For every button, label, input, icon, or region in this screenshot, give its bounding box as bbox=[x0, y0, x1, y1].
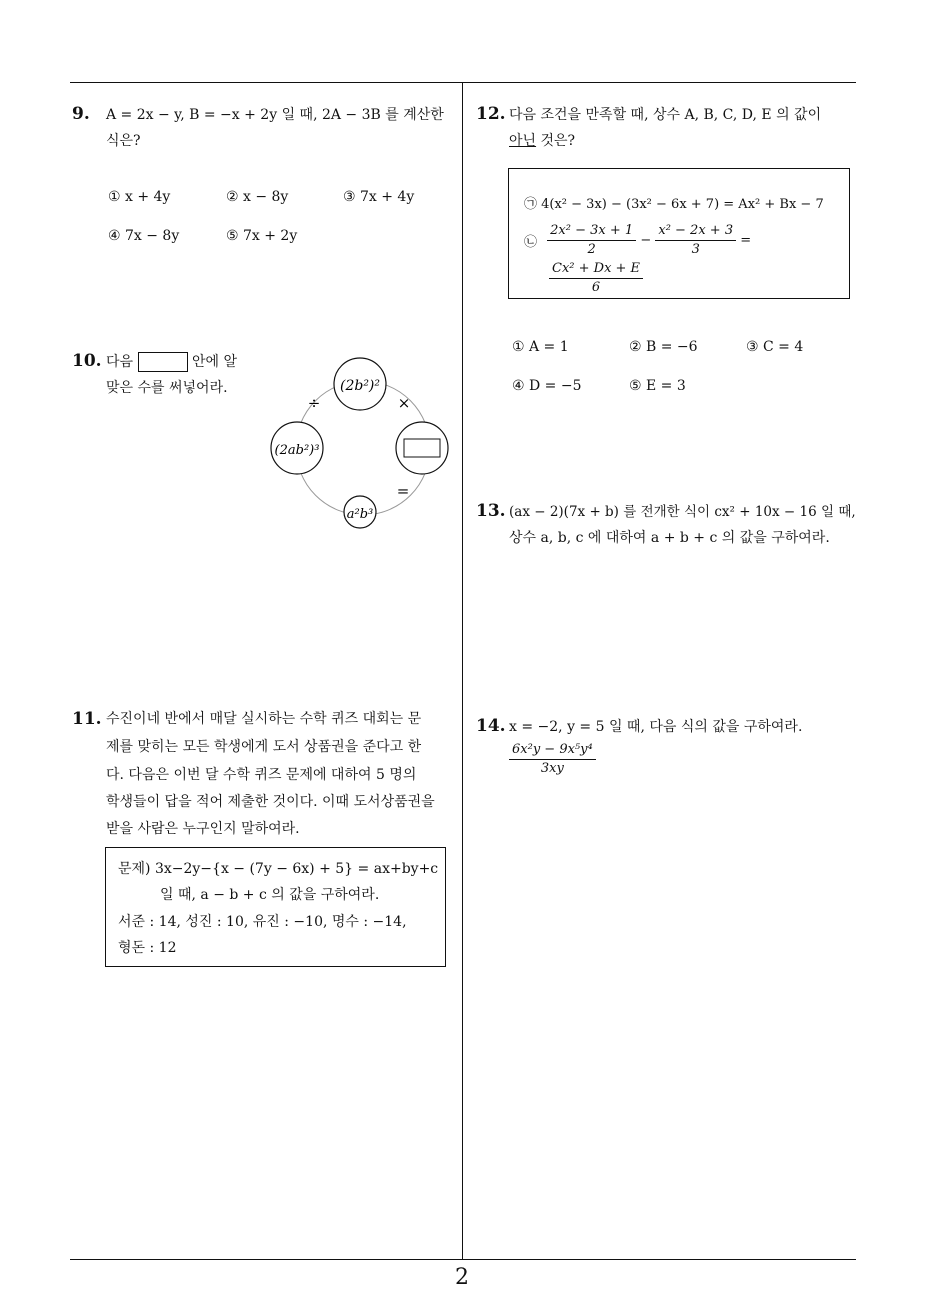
q12-frac3-numerator: Cx² + Dx + E bbox=[549, 260, 643, 279]
diagram-op-equals: = bbox=[396, 482, 410, 500]
q12-choice-1: ① A = 1 bbox=[512, 339, 569, 355]
diagram-answer-box bbox=[404, 439, 440, 457]
q12-choice-5: ⑤ E = 3 bbox=[629, 378, 686, 394]
q10-text-line2: 맞은 수를 써넣어라. bbox=[106, 380, 228, 396]
q11-text-line1: 수진이네 반에서 매달 실시하는 수학 퀴즈 대회는 문 bbox=[106, 711, 422, 727]
q12-frac3-denominator: 6 bbox=[591, 280, 601, 295]
q12-cond2-mark: ㉡ bbox=[524, 235, 538, 250]
q12-underlined-word: 아닌 bbox=[509, 133, 537, 149]
q12-frac-2 bbox=[655, 222, 736, 259]
q12-minus: − bbox=[640, 233, 652, 248]
q9-choice-4: ④ 7x − 8y bbox=[108, 228, 180, 244]
q10-text-line1 bbox=[106, 349, 237, 375]
q12-frac1-numerator: 2x² − 3x + 1 bbox=[547, 222, 636, 241]
q12-frac2-numerator: x² − 2x + 3 bbox=[655, 222, 736, 241]
q14-text-line1: x = −2, y = 5 일 때, 다음 식의 값을 구하여라. bbox=[509, 719, 803, 735]
q12-choice-3: ③ C = 4 bbox=[746, 339, 804, 355]
q12-equals: = bbox=[740, 233, 752, 248]
q11-text-line3: 다. 다음은 이번 달 수학 퀴즈 문제에 대하여 5 명의 bbox=[106, 767, 417, 783]
column-divider bbox=[462, 83, 463, 1260]
q9-text-line2: 식은? bbox=[106, 133, 141, 149]
q9-choice-3: ③ 7x + 4y bbox=[343, 189, 415, 205]
q12-choice-2: ② B = −6 bbox=[629, 339, 698, 355]
q11-box-line3: 서준 : 14, 성진 : 10, 유진 : −10, 명수 : −14, bbox=[118, 914, 407, 930]
q13-text-line1: (ax − 2)(7x + b) 를 전개한 식이 cx² + 10x − 16 일 때, bbox=[509, 504, 856, 520]
q12-text-line1: 다음 조건을 만족할 때, 상수 A, B, C, D, E 의 값이 bbox=[509, 107, 822, 123]
q9-choice-2: ② x − 8y bbox=[226, 189, 289, 205]
q11-box-line4: 형돈 : 12 bbox=[118, 940, 177, 956]
q10-cycle-diagram bbox=[262, 350, 462, 530]
q10-blank-box bbox=[138, 352, 188, 372]
q10-text-a: 다음 bbox=[106, 354, 134, 370]
q11-text-line2: 제를 맞히는 모든 학생에게 도서 상품권을 준다고 한 bbox=[106, 739, 422, 755]
q11-box-line1: 문제) 3x−2y−{x − (7y − 6x) + 5} = ax+by+c bbox=[118, 861, 439, 877]
q13-number: 13. bbox=[476, 501, 506, 521]
q14-fraction bbox=[509, 741, 596, 778]
q14-frac-wrap bbox=[509, 741, 596, 778]
diagram-left-label: (2ab²)³ bbox=[274, 443, 320, 458]
q12-number: 12. bbox=[476, 104, 506, 124]
q9-choice-1: ① x + 4y bbox=[108, 189, 171, 205]
q12-text-line2 bbox=[509, 128, 575, 154]
q12-condition-1: ㉠ 4(x² − 3x) − (3x² − 6x + 7) = Ax² + Bx − 7 bbox=[524, 197, 824, 212]
q14-frac-numerator: 6x²y − 9x⁵y⁴ bbox=[509, 741, 596, 760]
q13-text-line2: 상수 a, b, c 에 대하여 a + b + c 의 값을 구하여라. bbox=[509, 530, 830, 546]
q10-text-b: 안에 알 bbox=[191, 354, 237, 370]
bottom-rule bbox=[70, 1259, 856, 1260]
q11-text-line4: 학생들이 답을 적어 제출한 것이다. 이때 도서상품권을 bbox=[106, 794, 435, 810]
q12-frac-1 bbox=[547, 222, 636, 259]
q12-condition-2 bbox=[524, 222, 751, 259]
q12-text-line2-rest: 것은? bbox=[536, 133, 576, 149]
diagram-top-label: (2b²)² bbox=[339, 378, 381, 394]
top-rule bbox=[70, 82, 856, 83]
q11-box-line2: 일 때, a − b + c 의 값을 구하여라. bbox=[160, 887, 380, 903]
q12-frac-3 bbox=[549, 260, 643, 297]
q12-frac2-denominator: 3 bbox=[691, 242, 700, 257]
q12-choice-4: ④ D = −5 bbox=[512, 378, 582, 394]
page-number: 2 bbox=[455, 1265, 469, 1290]
q14-number: 14. bbox=[476, 716, 506, 736]
q12-frac3-wrap bbox=[549, 260, 643, 297]
diagram-bottom-label: a²b³ bbox=[346, 507, 374, 522]
diagram-op-multiply: × bbox=[397, 394, 411, 412]
q10-number: 10. bbox=[72, 351, 102, 371]
diagram-op-divide: ÷ bbox=[307, 394, 321, 412]
q11-text-line5: 받을 사람은 누구인지 말하여라. bbox=[106, 821, 300, 837]
q9-choice-5: ⑤ 7x + 2y bbox=[226, 228, 298, 244]
q12-frac1-denominator: 2 bbox=[587, 242, 596, 257]
q9-text-line1: A = 2x − y, B = −x + 2y 일 때, 2A − 3B 를 계산한 bbox=[106, 107, 444, 123]
q14-frac-denominator: 3xy bbox=[540, 761, 564, 776]
q9-number: 9. bbox=[72, 104, 90, 124]
q11-number: 11. bbox=[72, 709, 102, 729]
